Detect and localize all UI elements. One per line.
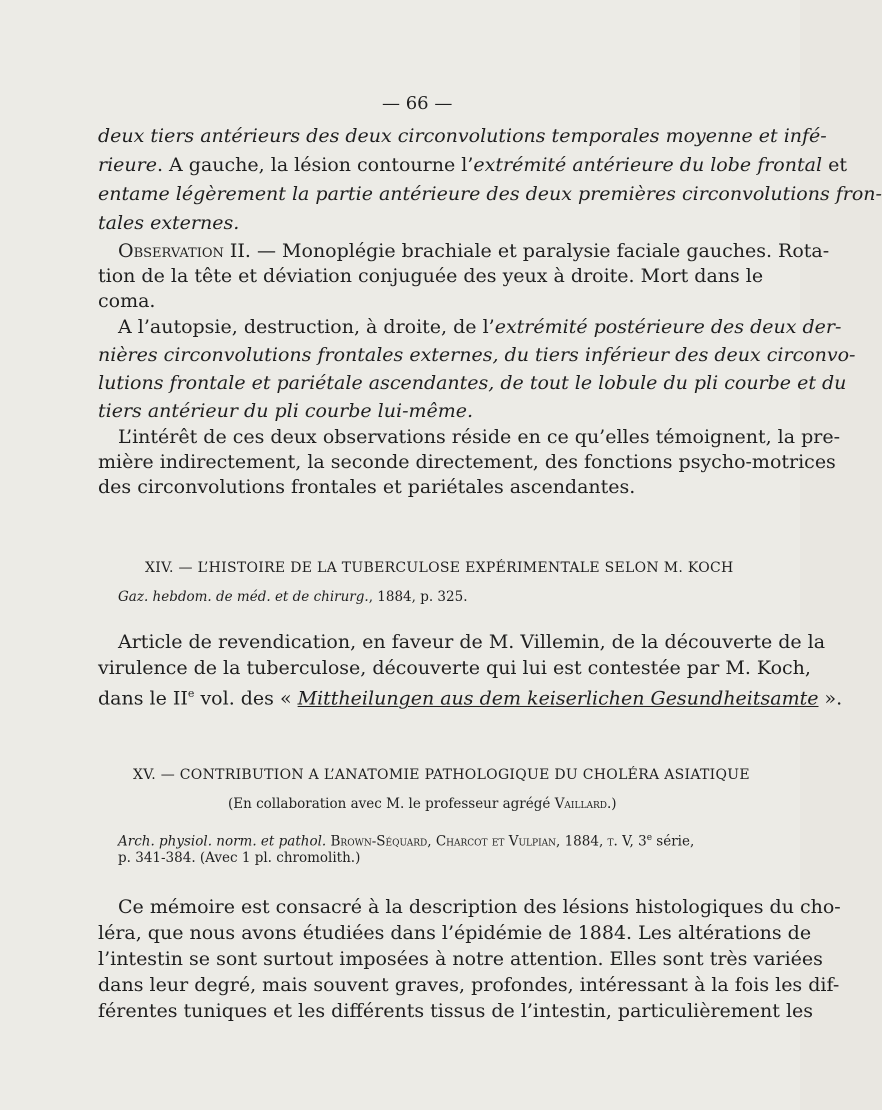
intro-line-2 xyxy=(98,153,847,177)
intro-italic-c: extrémité antérieure du lobe frontal xyxy=(473,154,823,176)
section-xv-reference-1 xyxy=(118,829,740,851)
interest-line-3: des circonvolutions frontales et pariétales ascendantes. xyxy=(98,476,636,498)
interest-line-2: mière indirectement, la seconde directement, des fonctions psycho-motrices xyxy=(98,451,836,473)
autopsy-italic-b: extrémité postérieure des deux der- xyxy=(494,316,842,338)
section-xv-ref-journal: Arch. physiol. norm. et pathol. xyxy=(118,833,327,850)
autopsy-text-a: A l’autopsie, destruction, à droite, de l’ xyxy=(118,316,495,338)
section-xv-body-5: férentes tuniques et les différents tissus de l’intestin, particulièrement les xyxy=(98,1000,814,1022)
intro-line-3: entame légèrement la partie antérieure des deux premières circonvolutions fron- xyxy=(98,183,882,205)
section-xv-title: XV. — CONTRIBUTION A L’ANATOMIE PATHOLOGIQUE DU CHOLÉRA ASIATIQUE xyxy=(133,767,750,783)
section-xiv-body-2: virulence de la tuberculose, découverte qui lui est contestée par M. Koch, xyxy=(98,657,811,679)
section-xv-collab-b: Vaillard xyxy=(554,796,607,812)
section-xiv-body-3 xyxy=(98,682,842,710)
section-xv-reference-2: p. 341-384. (Avec 1 pl. chromolith.) xyxy=(118,850,361,866)
obs2-line-1 xyxy=(118,239,830,263)
section-xiv-reference xyxy=(118,588,468,606)
section-xv-body-3: l’intestin se sont surtout imposées à notre attention. Elles sont très variées xyxy=(98,948,823,970)
section-xv-ref-sup: e xyxy=(646,833,653,843)
section-xv-ref-authors: Brown-Séquard, Charcot et Vulpian, 1884, t. V, 3 xyxy=(326,833,647,850)
section-xiv-text-d: ». xyxy=(818,687,843,710)
obs2-rest: II. — Monoplégie brachiale et paralysie faciale gauches. Rota- xyxy=(223,240,830,262)
section-xiv-title: XIV. — L’HISTOIRE DE LA TUBERCULOSE EXPÉRIMENTALE SELON M. KOCH xyxy=(145,560,734,576)
section-xiv-body-1: Article de revendication, en faveur de M. Villemin, de la découverte de la xyxy=(118,631,826,653)
section-xv-body-2: léra, que nous avons étudiées dans l’épidémie de 1884. Les altérations de xyxy=(98,922,812,944)
section-xv-body-4: dans leur degré, mais souvent graves, profondes, intéressant à la fois les dif- xyxy=(98,974,840,996)
section-xiv-ref-journal: Gaz. hebdom. de méd. et de chirurg. xyxy=(118,589,369,605)
section-xv-collab-c: .) xyxy=(606,796,617,812)
intro-line-4: tales externes. xyxy=(98,212,240,234)
intro-text-d: et xyxy=(822,154,847,176)
intro-italic-a: rieure xyxy=(98,154,157,176)
obs2-label: Observation xyxy=(118,240,224,262)
autopsy-line-1 xyxy=(118,315,842,339)
section-xiv-text-b: vol. des « xyxy=(194,687,298,710)
section-xv-collaboration xyxy=(228,795,617,813)
obs2-line-2: tion de la tête et déviation conjuguée des yeux à droite. Mort dans le xyxy=(98,265,764,287)
intro-line-1: deux tiers antérieurs des deux circonvolutions temporales moyenne et infé- xyxy=(98,125,827,147)
section-xiv-text-a: dans le II xyxy=(98,687,188,710)
autopsy-line-3: lutions frontale et pariétale ascendantes, de tout le lobule du pli courbe et du xyxy=(98,372,847,394)
page-number: — 66 — xyxy=(382,93,453,114)
interest-line-1: L’intérêt de ces deux observations réside en ce qu’elles témoignent, la pre- xyxy=(118,426,841,448)
section-xv-collab-a: (En collaboration avec M. le professeur agrégé xyxy=(228,796,555,812)
obs2-line-3: coma. xyxy=(98,290,156,312)
autopsy-line-4: tiers antérieur du pli courbe lui-même. xyxy=(98,400,474,422)
section-xiv-sup: e xyxy=(187,687,195,700)
section-xv-ref-series: série, xyxy=(652,833,695,850)
autopsy-line-2: nières circonvolutions frontales externes, du tiers inférieur des deux circonvo- xyxy=(98,344,856,366)
intro-text-b: . A gauche, la lésion contourne l’ xyxy=(156,154,474,176)
section-xiv-ref-details: , 1884, p. 325. xyxy=(368,589,468,605)
section-xiv-publication: Mittheilungen aus dem keiserlichen Gesundheitsamte xyxy=(297,687,819,710)
section-xv-body-1: Ce mémoire est consacré à la description des lésions histologiques du cho- xyxy=(118,896,841,918)
